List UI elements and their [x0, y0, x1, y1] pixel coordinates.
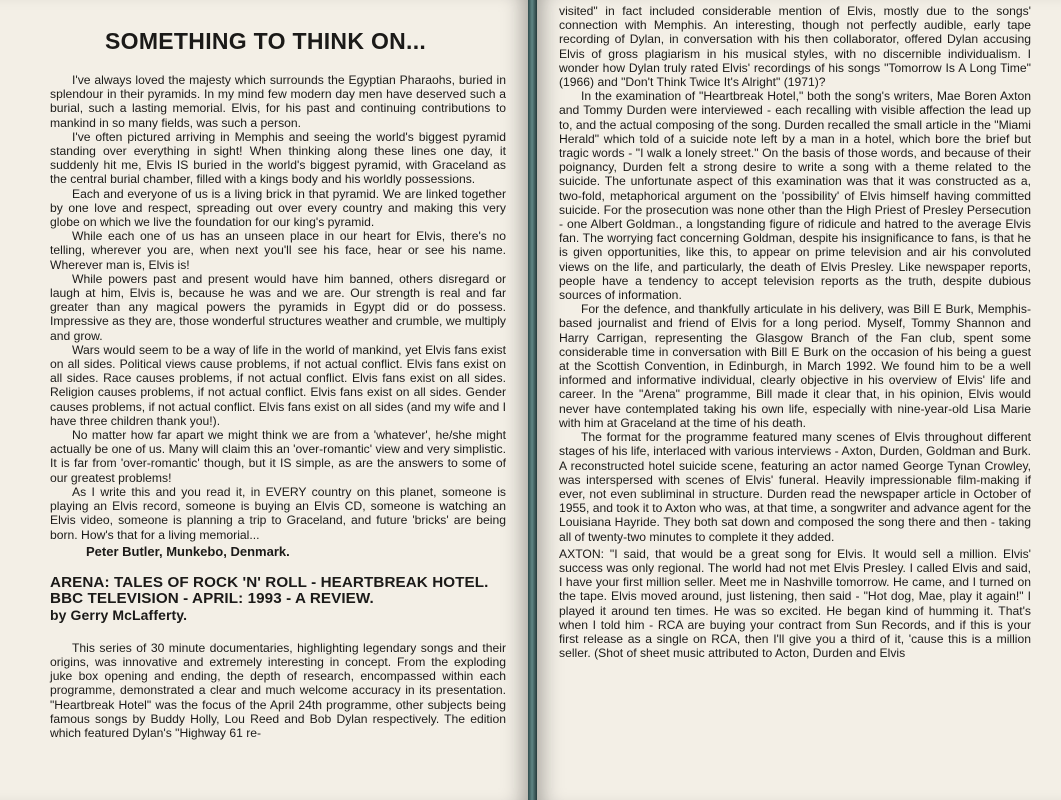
review-subtitle-line: BBC TELEVISION - APRIL: 1993 - A REVIEW. — [50, 589, 374, 607]
book-spine-gutter — [528, 0, 537, 800]
article-paragraph: While powers past and present would have him banned, others disregard or laugh at him, Elvis is, because he was and we are. Our strength is real and far greater than any magical powers the pyramids in Egypt did or do possess. Impressive as they are, those wonderful structures weather and crumble, we multiply and grow. — [50, 271, 506, 343]
review-title-line: ARENA: TALES OF ROCK 'N' ROLL - HEARTBREAK HOTEL. — [50, 573, 489, 591]
article-paragraph: In the examination of "Heartbreak Hotel," both the song's writers, Mae Boren Axton and Tommy Durden were interviewed - each recalling with visible affection the lead up to, and the actual composing of the song. Durden recalled the small article in the "Miami Herald" which told of a suicide note left by a man in a hotel, which bore the brief but tragic words - "I walk a lonely street." On the basis of those words, and because of their poignancy, Durden felt a strong desire to write a song with a theme related to the suicide. The unfortunate aspect of this examination was that it was constructed as a, two-fold, metaphorical argument on the 'possibility' of Elvis himself having committed suicide. For the prosecution was none other than the High Priest of Presley Persecution - one Albert Goldman., a longstanding figure of ridicule and hatred to the average Elvis fan. The worrying fact concerning Goldman, despite his insignificance to fans, is that he is given opportunities, like this, to appear on prime television and air his convoluted views on the life, and particularly, the death of Elvis Presley. Like newspaper reports, people have a tendency to accept television reports as the truth, despite dubious sources of information. — [559, 89, 1031, 303]
article-paragraph: No matter how far apart we might think we are from a 'whatever', he/she might actually be one of us. Many will claim this an 'over-romantic' view and very simplistic. It is far from 'over-romantic' though, but it IS simple, as are the answers to some of our greatest problems! — [50, 428, 506, 485]
article-paragraph: The format for the programme featured many scenes of Elvis throughout different stages of his life, interlaced with various interviews - Axton, Durden, Goldman and Burk. A reconstructed hotel suicide scene, featuring an actor named George Tynan Crowley, was interspersed with scenes of Elvis' funeral. Heavily impressionable film-making if ever, not even subliminal in structure. Durden read the newspaper article in October of 1955, and took it to Axton who was, at that time, a songwriter and advance agent for the Louisiana Hayride. They both sat down and composed the song there and then - taking all of twenty-two minutes to complete it they added. — [559, 430, 1031, 544]
article-paragraph: While each one of us has an unseen place in our heart for Elvis, there's no telling, wherever you are, when next you'll see his face, hear or see his name. Wherever man is, Elvis is! — [50, 229, 506, 272]
article-paragraph: Wars would seem to be a way of life in the world of mankind, yet Elvis fans exist on all sides. Political views cause problems, if not actual conflict. Elvis fans exist on all sides. Race causes problems, if not actual conflict. Elvis fans exist on all sides. Religion causes problems, if not actual conflict. Elvis fans exist on all sides. Gender causes problems, if not actual conflict. Elvis fans exist on all sides (and my wife and I have three children thank you!). — [50, 342, 506, 428]
article-paragraph: I've often pictured arriving in Memphis and seeing the world's biggest pyramid standing over everything in sight! When thinking along these lines one day, it suddenly hit me, Elvis IS buried in the world's biggest pyramid, with Graceland as the central burial chamber, filled with a kings body and his worldly possessions. — [50, 129, 506, 187]
article-paragraph: visited" in fact included considerable mention of Elvis, mostly due to the songs' connection with Memphis. An interesting, though not perfectly audible, early tape recording of Dylan, in conversation with his then collaborator, offered Dylan accusing Elvis of gross plagiarism in his musical styles, with no discernible individualism. I wonder how Dylan truly rated Elvis' recordings of his songs "Tomorrow Is A Long Time" (1966) and "Don't Think Twice It's Alright" (1971)? — [559, 4, 1031, 90]
review-heading — [50, 575, 506, 623]
left-page — [0, 0, 528, 800]
article-paragraph: AXTON: "I said, that would be a great song for Elvis. It would sell a million. Elvis' success was only regional. The world had not met Elvis Presley. I called Elvis and said, I have your first million seller. Meet me in Nashville tomorrow. He came, and I turned on the tape. Elvis moved around, just listening, then said - "Hot dog, Mae, play it again!" I played it around ten times. He was so excited. He began kind of humming it. That's when I told him - RCA are buying your contract from Sun Records, and if this is your first release as a single on RCA, then I'll give you a third of it, 'cause this is a million seller. (Shot of sheet music attributed to Acton, Durden and Elvis — [559, 546, 1031, 661]
article-paragraph: For the defence, and thankfully articulate in his delivery, was Bill E Burk, Memphis-based journalist and friend of Elvis for a long period. Myself, Tommy Shannon and Harry Carrigan, representing the Glasgow Branch of the Fan club, spent some considerable time in conversation with Bill E Burk on the occasion of his being a guest at the Scottish Convention, in Edinburgh, in March 1992. We found him to be a well informed and informative individual, clearly objective in his overview of Elvis' life and career. In the "Arena" programme, Bill made it clear that, in his opinion, Elvis would never have contemplated taking his own life, especially with nine-year-old Lisa Marie with him at Graceland at the time of his death. — [559, 302, 1031, 430]
article-paragraph: As I write this and you read it, in EVERY country on this planet, someone is playing an Elvis record, someone is buying an Elvis CD, someone is watching an Elvis video, someone is planning a trip to Graceland, and future 'bricks' are being born. How's that for a living memorial... — [50, 484, 506, 542]
review-byline: by Gerry McLafferty. — [50, 606, 188, 623]
right-page — [537, 0, 1061, 800]
page-title: SOMETHING TO THINK ON... — [105, 28, 427, 54]
article-paragraph: I've always loved the majesty which surrounds the Egyptian Pharaohs, buried in splendour in their pyramids. In my mind few modern day men have deserved such a burial, such a lasting memorial. Elvis, for his past and continuing contributions to mankind in so many fields, was such a person. — [50, 73, 506, 130]
author-signature: Peter Butler, Munkebo, Denmark. — [86, 543, 290, 559]
review-intro-paragraph: This series of 30 minute documentaries, highlighting legendary songs and their origins, was innovative and extremely interesting in concept. From the exploding juke box opening and ending, the depth of research, encompassed within each programme, demonstrated a clear and much welcome accuracy in its presentation. "Heartbreak Hotel" was the focus of the April 24th programme, other subjects being famous songs by Buddy Holly, Lou Reed and Bob Dylan respectively. The edition which featured Dylan's "Highway 61 re- — [50, 640, 506, 740]
article-paragraph: Each and everyone of us is a living brick in that pyramid. We are linked together by one love and respect, spreading out over every country and making this very globe on which we live the foundation for our king's pyramid. — [50, 186, 506, 230]
